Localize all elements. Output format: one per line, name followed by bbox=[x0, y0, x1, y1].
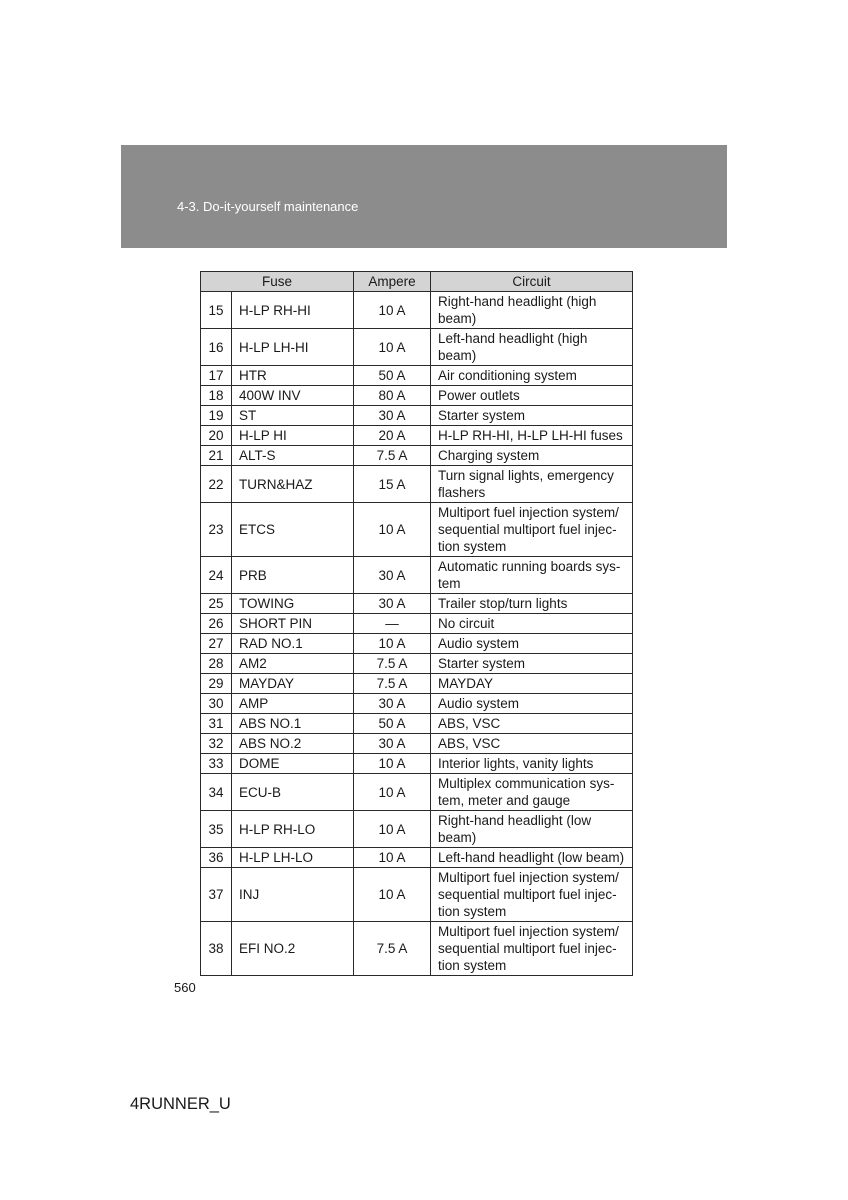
ampere-cell: 7.5 A bbox=[354, 446, 431, 466]
table-row bbox=[201, 366, 633, 386]
ampere-cell: 50 A bbox=[354, 714, 431, 734]
fuse-name-cell: EFI NO.2 bbox=[232, 922, 354, 976]
fuse-number-cell: 33 bbox=[201, 754, 232, 774]
table-row bbox=[201, 594, 633, 614]
page-number: 560 bbox=[174, 980, 196, 995]
circuit-cell: Multiport fuel injection system/ sequential multiport fuel injec- tion system bbox=[431, 503, 633, 557]
fuse-name-cell: HTR bbox=[232, 366, 354, 386]
table-row bbox=[201, 734, 633, 754]
circuit-cell: ABS, VSC bbox=[431, 714, 633, 734]
circuit-cell: Audio system bbox=[431, 634, 633, 654]
fuse-number-cell: 38 bbox=[201, 922, 232, 976]
fuse-number-cell: 16 bbox=[201, 329, 232, 366]
fuse-number-cell: 26 bbox=[201, 614, 232, 634]
circuit-cell: Left-hand headlight (low beam) bbox=[431, 848, 633, 868]
fuse-table-body bbox=[201, 292, 633, 976]
fuse-name-cell: H-LP LH-LO bbox=[232, 848, 354, 868]
circuit-cell: Charging system bbox=[431, 446, 633, 466]
column-header-fuse: Fuse bbox=[201, 272, 354, 292]
fuse-name-cell: ALT-S bbox=[232, 446, 354, 466]
fuse-number-cell: 30 bbox=[201, 694, 232, 714]
circuit-cell: Multiport fuel injection system/ sequential multiport fuel injec- tion system bbox=[431, 922, 633, 976]
fuse-name-cell: DOME bbox=[232, 754, 354, 774]
table-row bbox=[201, 406, 633, 426]
table-row bbox=[201, 848, 633, 868]
ampere-cell: 50 A bbox=[354, 366, 431, 386]
fuse-number-cell: 15 bbox=[201, 292, 232, 329]
circuit-cell: Starter system bbox=[431, 654, 633, 674]
table-row bbox=[201, 774, 633, 811]
circuit-cell: H-LP RH-HI, H-LP LH-HI fuses bbox=[431, 426, 633, 446]
circuit-cell: Power outlets bbox=[431, 386, 633, 406]
circuit-cell: Multiplex communication sys- tem, meter and gauge bbox=[431, 774, 633, 811]
ampere-cell: 7.5 A bbox=[354, 674, 431, 694]
table-row bbox=[201, 868, 633, 922]
fuse-name-cell: H-LP RH-LO bbox=[232, 811, 354, 848]
circuit-cell: Automatic running boards sys- tem bbox=[431, 557, 633, 594]
table-row bbox=[201, 329, 633, 366]
ampere-cell: 20 A bbox=[354, 426, 431, 446]
fuse-number-cell: 36 bbox=[201, 848, 232, 868]
fuse-number-cell: 23 bbox=[201, 503, 232, 557]
circuit-cell: Air conditioning system bbox=[431, 366, 633, 386]
circuit-cell: Left-hand headlight (high beam) bbox=[431, 329, 633, 366]
fuse-name-cell: AM2 bbox=[232, 654, 354, 674]
ampere-cell: 30 A bbox=[354, 406, 431, 426]
fuse-name-cell: 400W INV bbox=[232, 386, 354, 406]
fuse-name-cell: SHORT PIN bbox=[232, 614, 354, 634]
section-title: 4-3. Do-it-yourself maintenance bbox=[177, 199, 359, 214]
ampere-cell: 80 A bbox=[354, 386, 431, 406]
fuse-name-cell: MAYDAY bbox=[232, 674, 354, 694]
ampere-cell: 10 A bbox=[354, 868, 431, 922]
table-row bbox=[201, 922, 633, 976]
table-row bbox=[201, 386, 633, 406]
fuse-number-cell: 18 bbox=[201, 386, 232, 406]
fuse-number-cell: 34 bbox=[201, 774, 232, 811]
circuit-cell: No circuit bbox=[431, 614, 633, 634]
table-row bbox=[201, 614, 633, 634]
ampere-cell: 30 A bbox=[354, 734, 431, 754]
fuse-name-cell: AMP bbox=[232, 694, 354, 714]
ampere-cell: 10 A bbox=[354, 774, 431, 811]
fuse-name-cell: H-LP LH-HI bbox=[232, 329, 354, 366]
fuse-number-cell: 17 bbox=[201, 366, 232, 386]
fuse-name-cell: PRB bbox=[232, 557, 354, 594]
fuse-number-cell: 29 bbox=[201, 674, 232, 694]
table-row bbox=[201, 634, 633, 654]
ampere-cell: 10 A bbox=[354, 329, 431, 366]
fuse-name-cell: ABS NO.2 bbox=[232, 734, 354, 754]
fuse-number-cell: 25 bbox=[201, 594, 232, 614]
fuse-number-cell: 28 bbox=[201, 654, 232, 674]
table-row bbox=[201, 466, 633, 503]
table-row bbox=[201, 426, 633, 446]
ampere-cell: 10 A bbox=[354, 503, 431, 557]
fuse-name-cell: H-LP HI bbox=[232, 426, 354, 446]
table-row bbox=[201, 811, 633, 848]
table-row bbox=[201, 292, 633, 329]
fuse-name-cell: H-LP RH-HI bbox=[232, 292, 354, 329]
table-row bbox=[201, 654, 633, 674]
section-header-band bbox=[121, 145, 727, 248]
table-row bbox=[201, 754, 633, 774]
circuit-cell: MAYDAY bbox=[431, 674, 633, 694]
circuit-cell: Starter system bbox=[431, 406, 633, 426]
ampere-cell: 7.5 A bbox=[354, 654, 431, 674]
ampere-cell: 10 A bbox=[354, 754, 431, 774]
fuse-number-cell: 32 bbox=[201, 734, 232, 754]
circuit-cell: Right-hand headlight (low beam) bbox=[431, 811, 633, 848]
circuit-cell: ABS, VSC bbox=[431, 734, 633, 754]
fuse-number-cell: 31 bbox=[201, 714, 232, 734]
ampere-cell: 10 A bbox=[354, 634, 431, 654]
fuse-number-cell: 37 bbox=[201, 868, 232, 922]
fuse-name-cell: TURN&HAZ bbox=[232, 466, 354, 503]
circuit-cell: Turn signal lights, emergency flashers bbox=[431, 466, 633, 503]
fuse-number-cell: 35 bbox=[201, 811, 232, 848]
fuse-number-cell: 19 bbox=[201, 406, 232, 426]
table-row bbox=[201, 674, 633, 694]
fuse-name-cell: RAD NO.1 bbox=[232, 634, 354, 654]
column-header-ampere: Ampere bbox=[354, 272, 431, 292]
model-code: 4RUNNER_U bbox=[130, 1095, 231, 1113]
ampere-cell: 10 A bbox=[354, 848, 431, 868]
circuit-cell: Multiport fuel injection system/ sequential multiport fuel injec- tion system bbox=[431, 868, 633, 922]
fuse-number-cell: 27 bbox=[201, 634, 232, 654]
fuse-number-cell: 21 bbox=[201, 446, 232, 466]
fuse-table bbox=[200, 271, 633, 976]
fuse-name-cell: ETCS bbox=[232, 503, 354, 557]
ampere-cell: 30 A bbox=[354, 694, 431, 714]
fuse-name-cell: ST bbox=[232, 406, 354, 426]
table-row bbox=[201, 714, 633, 734]
column-header-circuit: Circuit bbox=[431, 272, 633, 292]
fuse-number-cell: 22 bbox=[201, 466, 232, 503]
ampere-cell: 10 A bbox=[354, 811, 431, 848]
table-row bbox=[201, 694, 633, 714]
fuse-name-cell: TOWING bbox=[232, 594, 354, 614]
table-row bbox=[201, 446, 633, 466]
ampere-cell: 15 A bbox=[354, 466, 431, 503]
fuse-name-cell: ABS NO.1 bbox=[232, 714, 354, 734]
ampere-cell: 7.5 A bbox=[354, 922, 431, 976]
circuit-cell: Audio system bbox=[431, 694, 633, 714]
table-row bbox=[201, 503, 633, 557]
fuse-number-cell: 24 bbox=[201, 557, 232, 594]
circuit-cell: Interior lights, vanity lights bbox=[431, 754, 633, 774]
circuit-cell: Trailer stop/turn lights bbox=[431, 594, 633, 614]
fuse-number-cell: 20 bbox=[201, 426, 232, 446]
table-row bbox=[201, 557, 633, 594]
circuit-cell: Right-hand headlight (high beam) bbox=[431, 292, 633, 329]
fuse-name-cell: INJ bbox=[232, 868, 354, 922]
ampere-cell: 30 A bbox=[354, 557, 431, 594]
fuse-name-cell: ECU-B bbox=[232, 774, 354, 811]
ampere-cell: 10 A bbox=[354, 292, 431, 329]
ampere-cell: 30 A bbox=[354, 594, 431, 614]
ampere-cell: — bbox=[354, 614, 431, 634]
table-header-row bbox=[201, 272, 633, 292]
